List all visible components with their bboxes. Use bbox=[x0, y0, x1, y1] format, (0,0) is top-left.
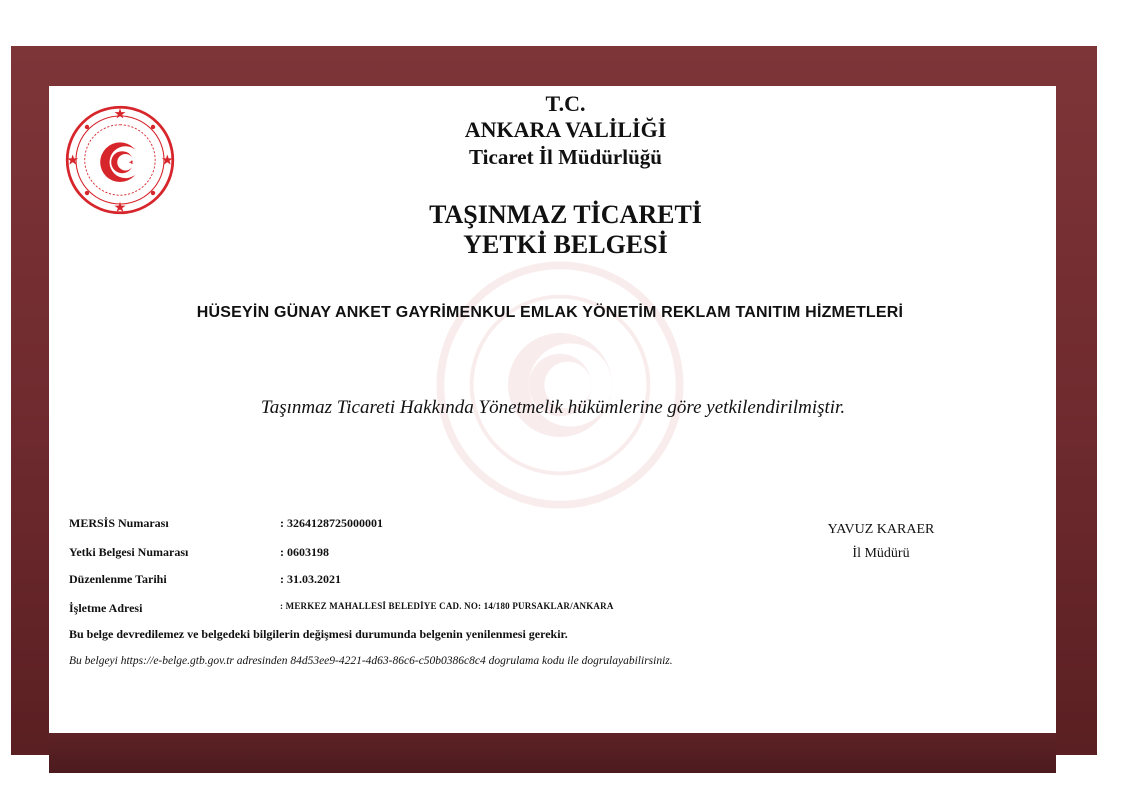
license-number-label: Yetki Belgesi Numarası bbox=[69, 545, 189, 559]
certificate-frame-bottom bbox=[49, 733, 1056, 773]
watermark-seal-icon bbox=[430, 255, 690, 515]
verification-note: Bu belgeyi https://e-belge.gtb.gov.tr adresinden 84d53ee9-4221-4d63-86c6-c50b0386c8c4 dogrulama kodu ile dogrulayabilirsiniz. bbox=[69, 655, 673, 667]
business-address-value: : MERKEZ MAHALLESİ BELEDİYE CAD. NO: 14/180 PURSAKLAR/ANKARA bbox=[280, 601, 614, 611]
header-tc: T.C. bbox=[545, 91, 586, 116]
transfer-note: Bu belge devredilemez ve belgedeki bilgilerin değişmesi durumunda belgenin yenilenmesi gerekir. bbox=[69, 627, 568, 641]
header-governorship: ANKARA VALİLİĞİ bbox=[464, 117, 667, 142]
mersis-label: MERSİS Numarası bbox=[69, 516, 169, 530]
business-address-label: İşletme Adresi bbox=[69, 601, 143, 615]
header-directorate: Ticaret İl Müdürlüğü bbox=[469, 145, 662, 169]
mersis-value: : 3264128725000001 bbox=[280, 516, 383, 530]
company-name: HÜSEYİN GÜNAY ANKET GAYRİMENKUL EMLAK YÖNETİM REKLAM TANITIM HİZMETLERİ bbox=[196, 304, 904, 321]
license-number-value: : 0603198 bbox=[280, 545, 329, 559]
document-title-line2: YETKİ BELGESİ bbox=[463, 230, 668, 259]
authorization-statement: Taşınmaz Ticareti Hakkında Yönetmelik hükümlerine göre yetkilendirilmiştir. bbox=[260, 397, 846, 418]
signatory-role: İl Müdürü bbox=[852, 546, 910, 561]
issue-date-value: : 31.03.2021 bbox=[280, 572, 341, 586]
issue-date-label: Düzenlenme Tarihi bbox=[69, 572, 167, 586]
document-title-line1: TAŞINMAZ TİCARETİ bbox=[429, 200, 702, 229]
signatory-name: YAVUZ KARAER bbox=[827, 522, 935, 537]
